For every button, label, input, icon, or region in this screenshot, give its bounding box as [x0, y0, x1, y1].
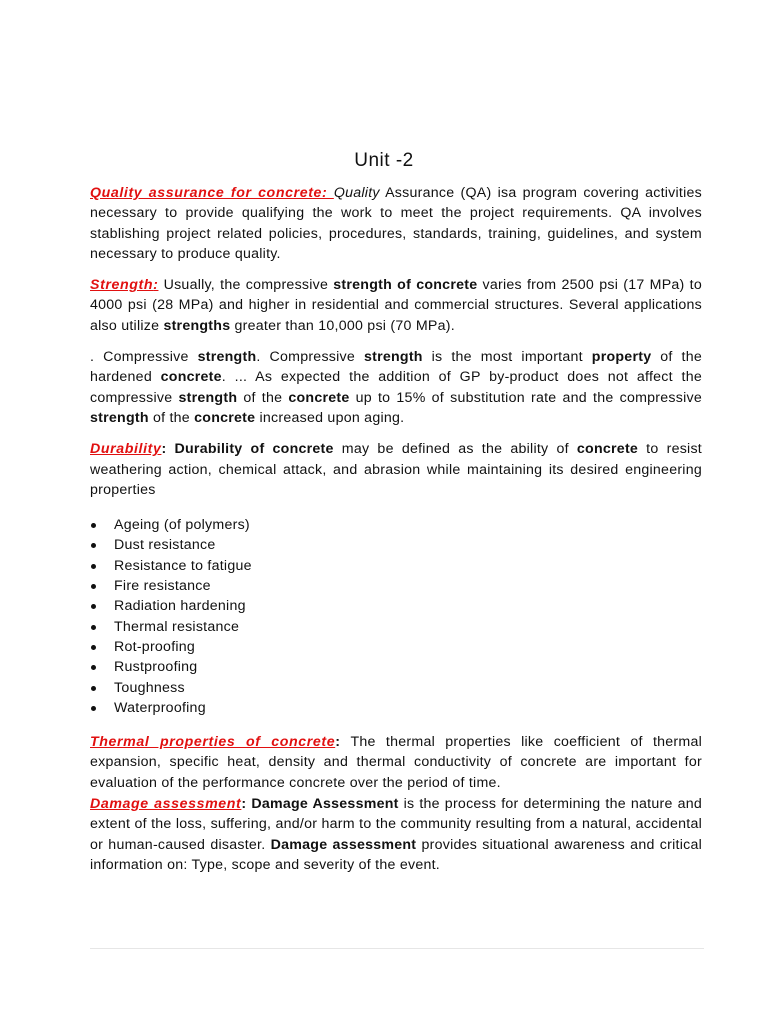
footer-divider	[90, 948, 704, 949]
bullet-icon	[91, 686, 96, 691]
list-item-label: Waterproofing	[114, 699, 206, 716]
compressive-text-9: increased upon aging.	[255, 409, 405, 426]
list-item	[90, 637, 702, 657]
thermal-colon: :	[335, 734, 351, 751]
qa-text: Assurance (QA) isa program covering activities necessary to provide qualifying the work to meet the project requirements. QA involves stablishing project related policies, procedures, standards, training, guidelines, and system necessary to produce quality.	[90, 185, 703, 262]
damage-bold-2: Damage assessment	[270, 836, 417, 853]
bullet-icon	[91, 543, 96, 548]
compressive-text-8: of the	[148, 409, 195, 426]
compressive-bold-2: strength	[363, 349, 423, 366]
list-item-label: Fire resistance	[114, 578, 211, 595]
bullet-icon	[91, 584, 96, 589]
strength-heading: Strength	[90, 277, 154, 294]
compressive-paragraph	[90, 347, 702, 428]
durability-list	[90, 515, 702, 718]
list-item	[90, 535, 702, 555]
bullet-icon	[91, 706, 96, 711]
compressive-bold-5: strength	[178, 389, 238, 406]
compressive-text-4: of the hardened	[90, 349, 703, 386]
compressive-bold-1: strength	[197, 349, 257, 366]
durability-text-1: may be defined as the ability of	[333, 441, 577, 458]
strength-text-3: greater than 10,000 psi (70 MPa).	[230, 317, 455, 334]
bullet-icon	[91, 625, 96, 630]
compressive-text-5: . ... As expected the addition of GP by-product does not affect the compressive	[90, 369, 702, 406]
strength-bold-1: strength of concrete	[333, 277, 478, 294]
list-item-label: Resistance to fatigue	[114, 557, 252, 574]
qa-paragraph	[90, 183, 702, 264]
compressive-text-1: . Compressive	[90, 349, 198, 366]
list-item	[90, 698, 702, 718]
compressive-text-7: up to 15% of substitution rate and the compressive	[349, 389, 702, 406]
damage-text-2: provides situational awareness and critical information on: Type, scope and severity of the event.	[90, 836, 702, 873]
list-item-label: Rot-proofing	[114, 638, 196, 655]
compressive-text-2: . Compressive	[256, 349, 364, 366]
strength-colon: :	[153, 277, 159, 294]
durability-colon: :	[161, 441, 175, 458]
bullet-icon	[91, 604, 96, 609]
thermal-text: The thermal properties like coefficient of thermal expansion, specific heat, density and thermal conductivity of concrete are important for evaluation of the performance concrete over the period of time.	[90, 734, 703, 791]
durability-bold-1: Durability of concrete	[174, 441, 334, 458]
damage-text-1: is the process for determining the nature and extent of the loss, suffering, and/or harm to the community resulting from a natural, accidental or human-caused disaster.	[90, 796, 702, 853]
list-item	[90, 617, 702, 637]
bullet-icon	[91, 564, 96, 569]
durability-text-2: to resist weathering action, chemical attack, and abrasion while maintaining its desired engineering properties	[90, 441, 702, 498]
bullet-icon	[91, 665, 96, 670]
list-item-label: Rustproofing	[114, 659, 198, 676]
compressive-text-6: of the	[237, 389, 289, 406]
damage-colon: :	[241, 796, 252, 813]
strength-bold-2: strengths	[163, 317, 231, 334]
list-item	[90, 657, 702, 677]
durability-heading: Durability	[90, 441, 162, 458]
list-item	[90, 596, 702, 616]
compressive-text-3: is the most important	[422, 349, 592, 366]
page-title: Unit -2	[354, 150, 414, 171]
compressive-bold-3: property	[591, 349, 652, 366]
durability-paragraph	[90, 439, 702, 500]
damage-heading: Damage assessment	[90, 796, 242, 813]
strength-text-2: varies from 2500 psi (17 MPa) to 4000 psi (28 MPa) and higher in residential and commercial structures. Several applications also utilize	[90, 277, 702, 334]
damage-bold-1: Damage Assessment	[251, 796, 399, 813]
qa-lead: Quality	[333, 185, 380, 201]
bullet-icon	[91, 645, 96, 650]
strength-text-1: Usually, the compressive	[158, 277, 334, 294]
qa-heading: Quality assurance for concrete:	[90, 185, 334, 201]
compressive-bold-8: concrete	[194, 409, 256, 426]
list-item-label: Dust resistance	[114, 537, 216, 554]
compressive-bold-4: concrete	[160, 369, 222, 386]
thermal-paragraph	[90, 732, 702, 793]
thermal-heading: Thermal properties of concrete	[90, 734, 336, 751]
list-item-label: Radiation hardening	[114, 598, 246, 615]
document-body	[90, 183, 702, 875]
durability-bold-2: concrete	[576, 441, 639, 458]
list-item-label: Toughness	[114, 679, 185, 696]
damage-paragraph	[90, 794, 702, 875]
list-item-label: Ageing (of polymers)	[114, 517, 250, 534]
list-item	[90, 556, 702, 576]
compressive-bold-7: strength	[90, 409, 149, 426]
list-item	[90, 576, 702, 596]
list-item-label: Thermal resistance	[114, 618, 240, 635]
list-item	[90, 515, 702, 535]
list-item	[90, 678, 702, 698]
compressive-bold-6: concrete	[288, 389, 350, 406]
bullet-icon	[91, 523, 96, 528]
strength-paragraph	[90, 275, 702, 336]
